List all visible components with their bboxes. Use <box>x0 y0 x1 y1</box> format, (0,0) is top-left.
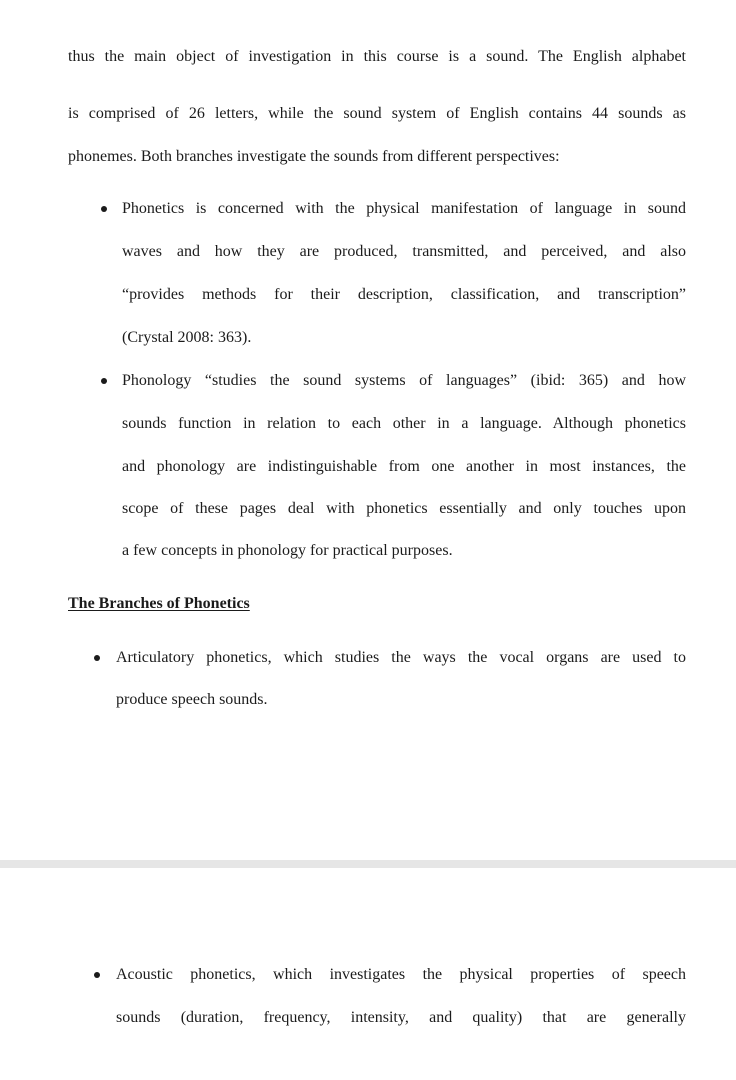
document-page-2 <box>0 868 736 1080</box>
bullet-line: Articulatory phonetics, which studies the ways the vocal organs are used to <box>116 649 686 666</box>
bullet-icon <box>94 655 100 661</box>
intro-line-cropped: thus the main object of investigation in this course is a sound. The English alphabet <box>68 48 686 65</box>
bullet-line: sounds function in relation to each other in a language. Although phonetics <box>122 415 686 432</box>
intro-line: is comprised of 26 letters, while the sound system of English contains 44 sounds as <box>68 105 686 122</box>
intro-line: phonemes. Both branches investigate the sounds from different perspectives: <box>68 148 560 165</box>
bullet-icon <box>94 972 100 978</box>
page-separator <box>0 860 736 868</box>
bullet-icon <box>101 206 107 212</box>
bullet-line: scope of these pages deal with phonetics essentially and only touches upon <box>122 500 686 517</box>
bullet-line: produce speech sounds. <box>116 691 268 708</box>
bullet-line: Acoustic phonetics, which investigates the physical properties of speech <box>116 966 686 983</box>
bullet-line: “provides methods for their description, classification, and transcription” <box>122 286 686 303</box>
bullet-line: sounds (duration, frequency, intensity, and quality) that are generally <box>116 1009 686 1026</box>
bullet-line: and phonology are indistinguishable from one another in most instances, the <box>122 458 686 475</box>
bullet-icon <box>101 378 107 384</box>
bullet-line: (Crystal 2008: 363). <box>122 329 252 346</box>
bullet-line: Phonology “studies the sound systems of languages” (ibid: 365) and how <box>122 372 686 389</box>
section-heading: The Branches of Phonetics <box>68 595 250 612</box>
bullet-line: a few concepts in phonology for practical purposes. <box>122 542 453 559</box>
bullet-line: waves and how they are produced, transmitted, and perceived, and also <box>122 243 686 260</box>
bullet-line: Phonetics is concerned with the physical manifestation of language in sound <box>122 200 686 217</box>
